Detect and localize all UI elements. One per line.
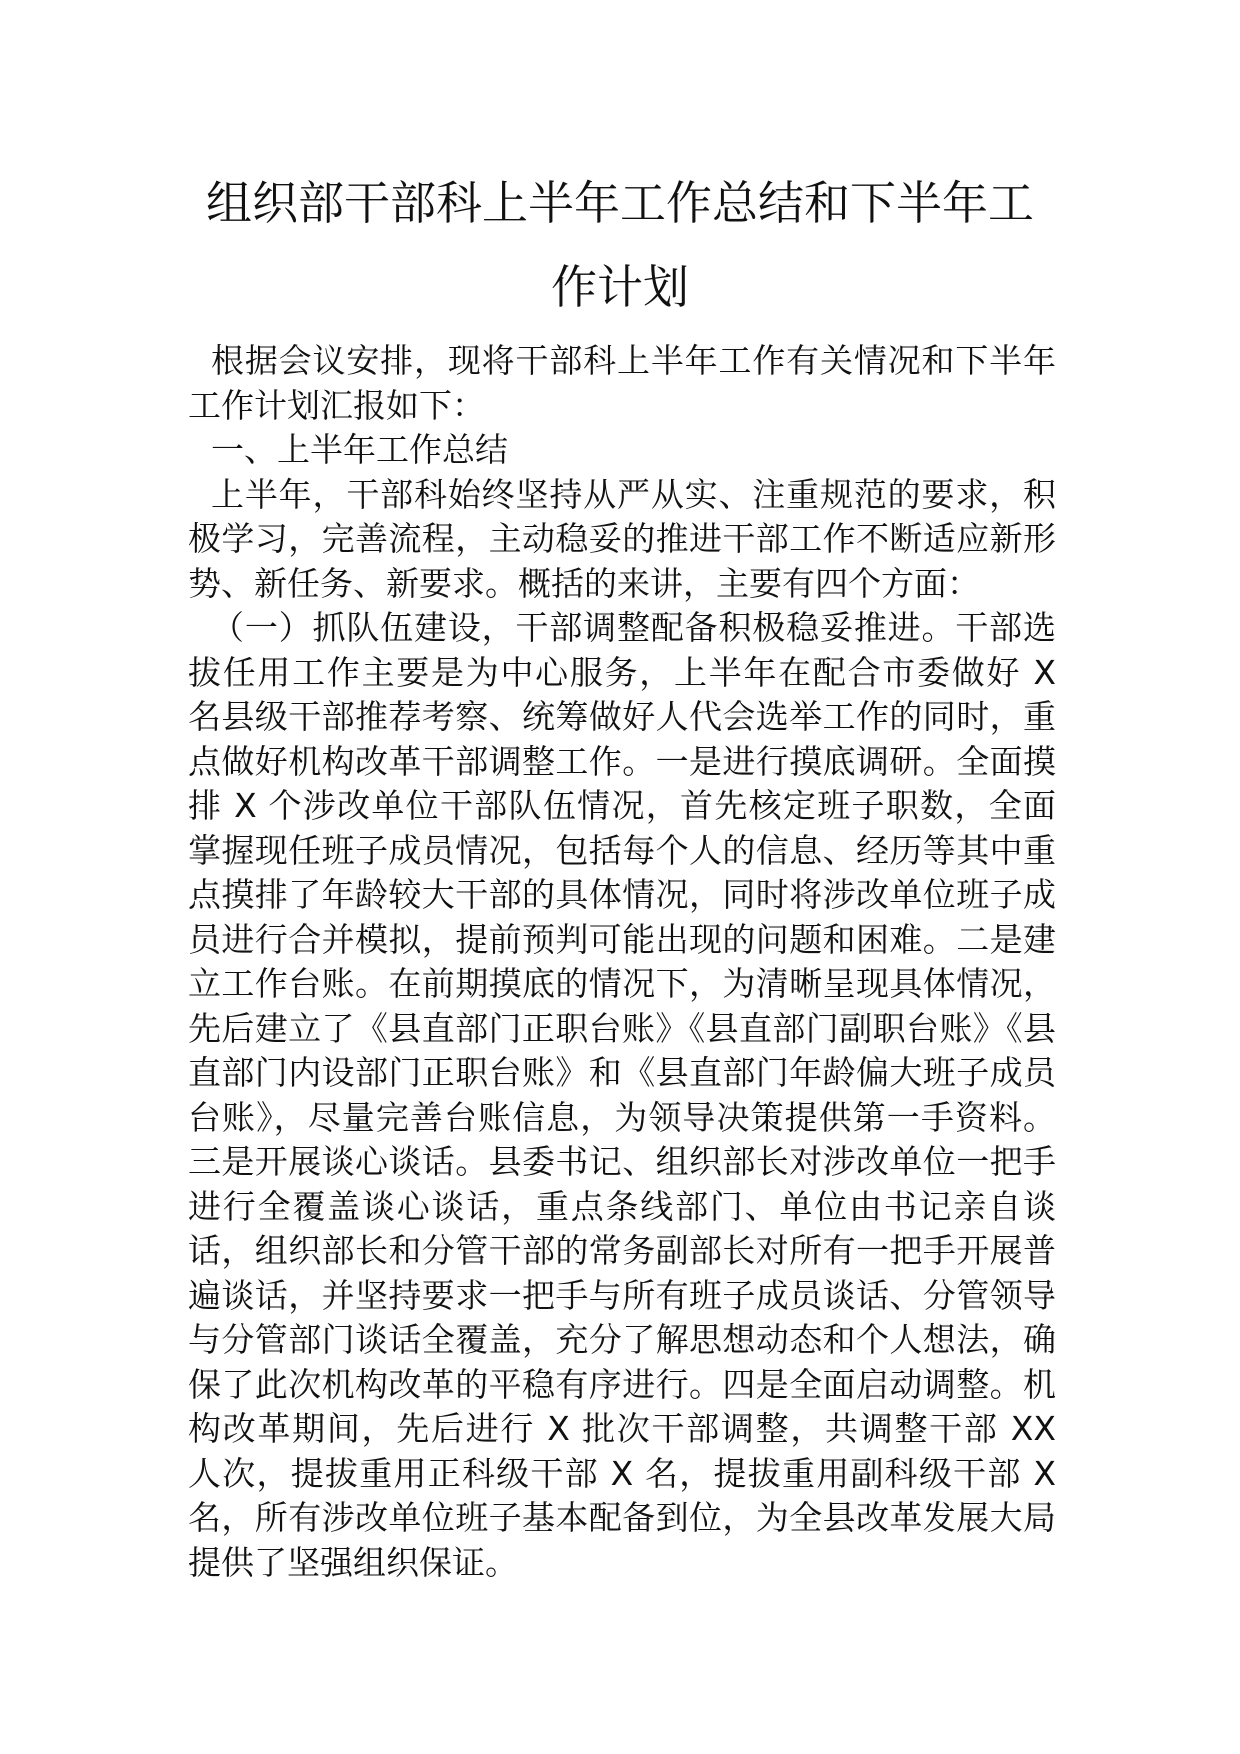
summary-paragraph: 上半年，干部科始终坚持从严从实、注重规范的要求，积极学习，完善流程，主动稳妥的推进干部工作不断适应新形势、新任务、新要求。概括的来讲，主要有四个方面： [188,474,1056,603]
subsection-paragraph-team-building: （一）抓队伍建设，干部调整配备积极稳妥推进。干部选拔任用工作主要是为中心服务，上半年在配合市委做好 X 名县级干部推荐考察、统筹做好人代会选举工作的同时，重点做好机构改革干部调整工作。一是进行摸底调研。全面摸排 X 个涉改单位干部队伍情况，首先核定班子职数，全面掌握现任班子成员情况，包括每个人的信息、经历等其中重点摸排了年龄较大干部的具体情况，同时将涉改单位班子成员进行合并模拟，提前预判可能出现的问题和困难。二是建立工作台账。在前期摸底的情况下，为清晰呈现具体情况，先后建立了《县直部门正职台账》《县直部门副职台账》《县直部门内设部门正职台账》和《县直部门年龄偏大班子成员台账》，尽量完善台账信息，为领导决策提供第一手资料。三是开展谈心谈话。县委书记、组织部长对涉改单位一把手进行全覆盖谈心谈话，重点条线部门、单位由书记亲自谈话，组织部长和分管干部的常务副部长对所有一把手开展普遍谈话，并坚持要求一把手与所有班子成员谈话、分管领导与分管部门谈话全覆盖，充分了解思想动态和个人想法，确保了此次机构改革的平稳有序进行。四是全面启动调整。机构改革期间，先后进行 X 批次干部调整，共调整干部 XX 人次，提拔重用正科级干部 X 名，提拔重用副科级干部 X 名，所有涉改单位班子基本配备到位，为全县改革发展大局提供了坚强组织保证。 [188,608,1056,1582]
document-title-line-1: 组织部干部科上半年工作总结和下半年工 [206,176,1034,230]
document-title-line-2: 作计划 [551,260,689,314]
intro-paragraph: 根据会议安排，现将干部科上半年工作有关情况和下半年工作计划汇报如下： [188,341,1056,425]
section-heading-summary: 一、上半年工作总结 [211,430,508,469]
document-body [188,339,1056,1585]
